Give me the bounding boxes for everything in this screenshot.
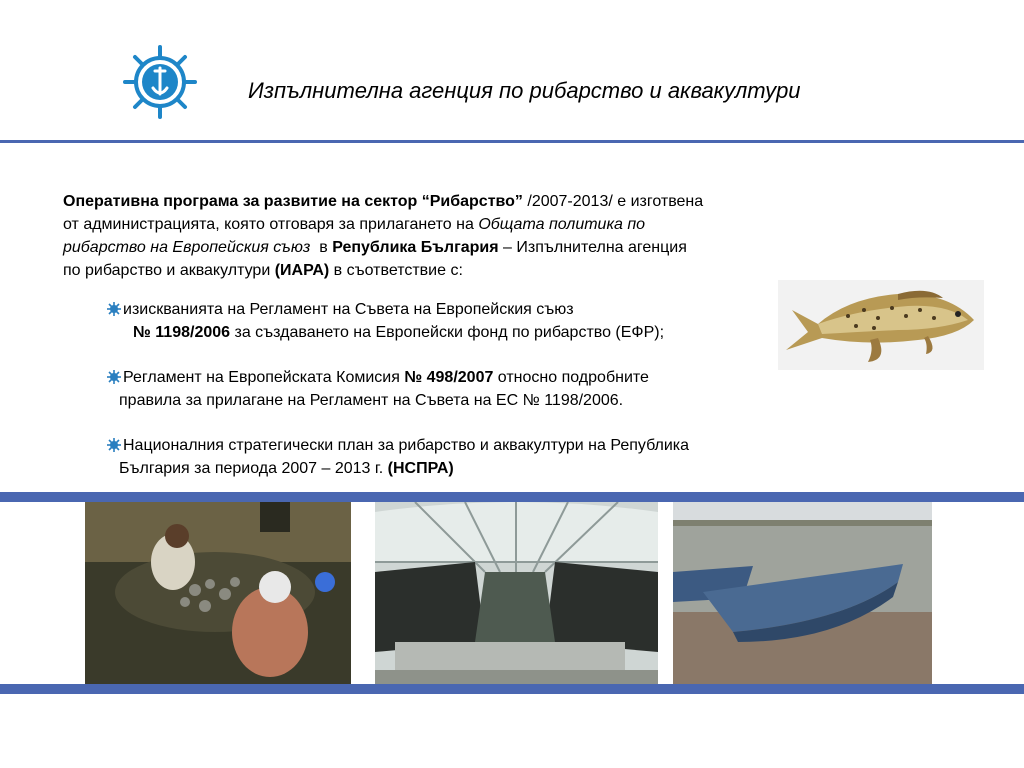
trout-image bbox=[778, 280, 984, 370]
intro-paragraph bbox=[63, 190, 823, 282]
main-content bbox=[63, 190, 823, 502]
list-item bbox=[109, 298, 823, 344]
wheel-bullet-icon bbox=[107, 438, 121, 452]
wheel-bullet-icon bbox=[107, 302, 121, 316]
agency-abbreviation: (ИАРА) bbox=[274, 262, 330, 279]
country-name: Република България bbox=[332, 239, 499, 256]
bullet-3-continuation: България за периода 2007 – 2013 г. bbox=[119, 460, 388, 477]
aquaculture-photo bbox=[375, 502, 658, 684]
regulation-498: № 498/2007 bbox=[404, 369, 494, 386]
intro-italic-1: Общата политика по bbox=[478, 216, 646, 233]
regulation-1198: № 1198/2006 bbox=[133, 324, 231, 341]
program-name: Оперативна програма за развитие на сектор “Рибарство” bbox=[63, 193, 523, 210]
list-item bbox=[109, 434, 823, 480]
greenhouse-pools-icon bbox=[375, 502, 658, 684]
intro-text-1: /2007-2013/ е изготвена bbox=[522, 193, 704, 210]
fishermen-sorting-icon bbox=[85, 502, 351, 684]
intro-italic-2: рибарство на Европейския съюз bbox=[63, 239, 311, 256]
intro-text-3: в bbox=[310, 239, 333, 256]
list-item bbox=[109, 366, 823, 412]
boat-riverbank-icon bbox=[673, 502, 932, 684]
ship-wheel-icon bbox=[122, 44, 198, 120]
intro-text-2: от администрацията, която отговаря за прилагането на bbox=[63, 216, 479, 233]
intro-text-6: в съответствие с: bbox=[329, 262, 463, 279]
bullet-2-text-tail: относно подробните bbox=[493, 369, 649, 386]
strategic-plan-abbreviation: (НСПРА) bbox=[387, 460, 454, 477]
wheel-bullet-icon bbox=[107, 370, 121, 384]
bullet-list bbox=[63, 298, 823, 480]
trout-icon bbox=[778, 280, 984, 370]
intro-text-5: по рибарство и аквакултури bbox=[63, 262, 275, 279]
intro-text-4: – Изпълнителна агенция bbox=[498, 239, 687, 256]
bullet-2-continuation: правила за прилагане на Регламент на Съвета на ЕС № 1198/2006. bbox=[119, 392, 624, 409]
bullet-3-text: Националния стратегически план за рибарство и аквакултури на Република bbox=[123, 437, 690, 454]
boat-photo bbox=[673, 502, 932, 684]
bullet-1-text: изискванията на Регламент на Съвета на Европейския съюз bbox=[123, 301, 574, 318]
agency-logo bbox=[122, 44, 198, 120]
page-title: Изпълнителна агенция по рибарство и аквакултури bbox=[248, 78, 801, 103]
bullet-2-text: Регламент на Европейската Комисия bbox=[123, 369, 405, 386]
bullet-1-continuation: за създаването на Европейски фонд по рибарство (ЕФР); bbox=[230, 324, 665, 341]
photo-band-top bbox=[0, 492, 1024, 502]
fishermen-photo bbox=[85, 502, 351, 684]
photo-band-bottom bbox=[0, 684, 1024, 694]
header-divider bbox=[0, 140, 1024, 143]
